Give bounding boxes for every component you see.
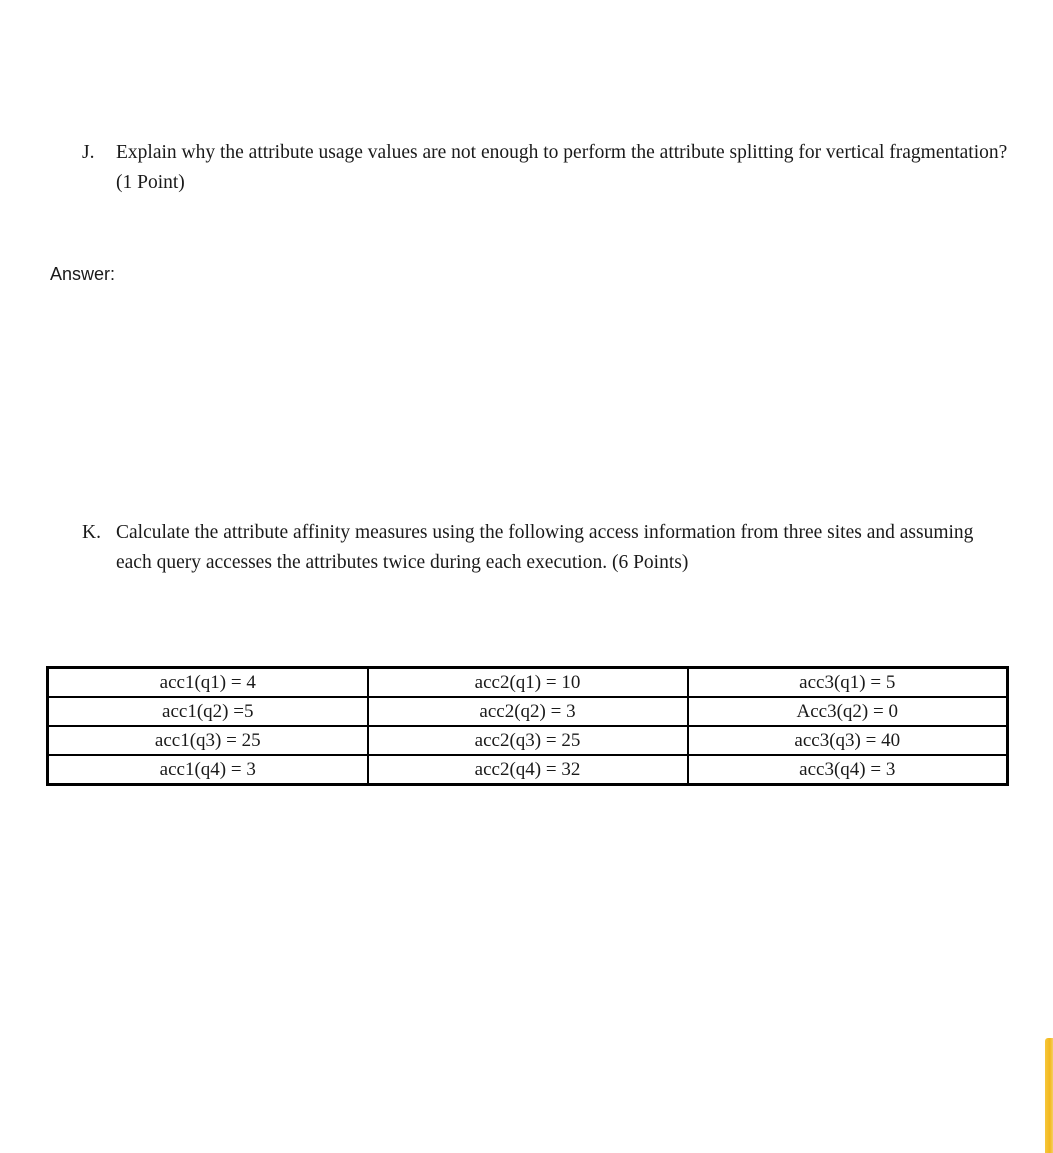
table-row [48, 755, 1008, 785]
table-row [48, 726, 1008, 755]
question-j-number: J. [82, 142, 95, 163]
edge-tape-decoration [1045, 1038, 1053, 1153]
table-cell: acc2(q1) = 10 [368, 668, 688, 698]
table-cell: acc1(q3) = 25 [48, 726, 368, 755]
table-cell: acc3(q1) = 5 [688, 668, 1008, 698]
table-cell: acc1(q1) = 4 [48, 668, 368, 698]
access-frequency-table [46, 666, 1009, 786]
table-cell: acc1(q4) = 3 [48, 755, 368, 785]
answer-label: Answer: [50, 264, 116, 284]
question-j-text: Explain why the attribute usage values are not enough to perform the attribute splitting for vertical fragmentation? (1 Point) [116, 142, 1008, 193]
table-cell: acc2(q3) = 25 [368, 726, 688, 755]
question-k [82, 518, 1012, 578]
question-k-number: K. [82, 522, 101, 543]
table-row [48, 697, 1008, 726]
question-j [82, 138, 1012, 198]
table-cell: acc3(q3) = 40 [688, 726, 1008, 755]
table-cell: acc1(q2) =5 [48, 697, 368, 726]
table-cell: acc2(q4) = 32 [368, 755, 688, 785]
table-cell: acc3(q4) = 3 [688, 755, 1008, 785]
table-cell: acc2(q2) = 3 [368, 697, 688, 726]
question-k-text: Calculate the attribute affinity measures using the following access information from three sites and assuming each query accesses the attributes twice during each execution. (6 Points) [116, 522, 974, 573]
table-cell: Acc3(q2) = 0 [688, 697, 1008, 726]
table-row [48, 668, 1008, 698]
